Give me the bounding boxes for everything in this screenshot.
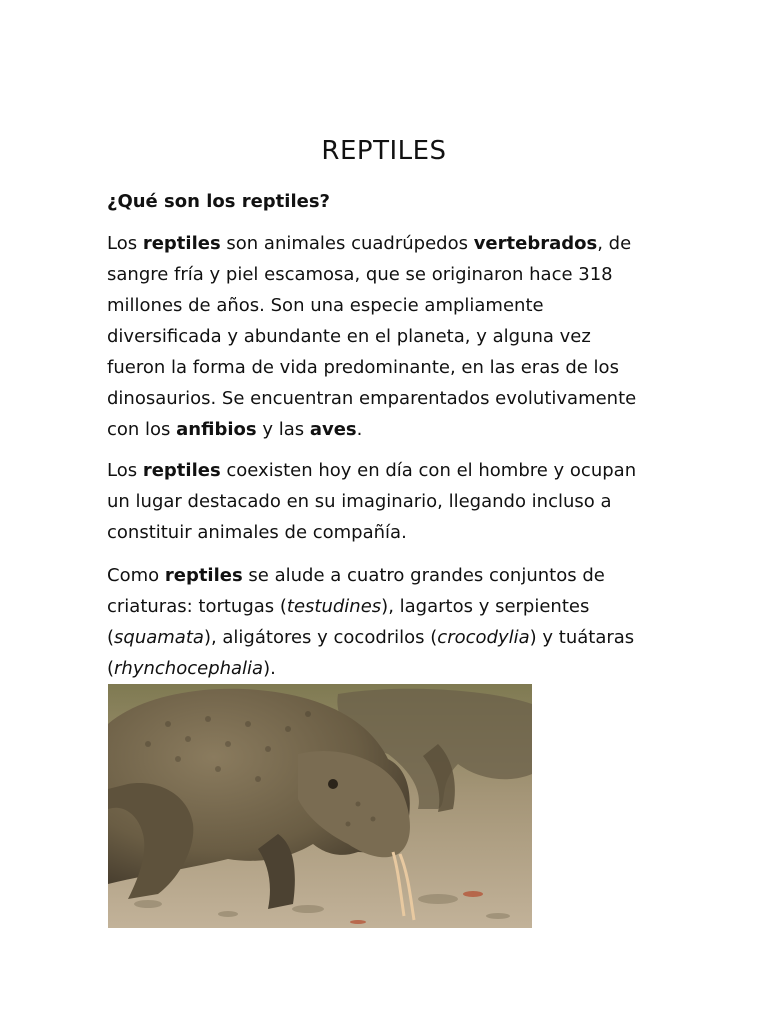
paragraph-1 [107,228,667,445]
paragraph-line: diversificada y abundante en el planeta, y alguna vez [107,326,591,347]
paragraph-line: constituir animales de compañía. [107,522,407,543]
bold-term: reptiles [164,565,243,586]
text-run: con los [107,419,177,440]
text-run: . [356,419,363,440]
text-run: ( [107,658,115,679]
paragraph-line [107,560,667,591]
paragraph-line [107,414,667,445]
text-run: Los [107,460,143,481]
paragraph-2 [107,455,667,548]
page-title: REPTILES [321,136,447,166]
komodo-dragon-illustration [108,684,532,928]
text-run: son animales cuadrúpedos [220,233,474,254]
italic-term: crocodylia [437,627,530,648]
bold-term: reptiles [142,233,221,254]
paragraph-line [107,591,667,622]
paragraph-line: un lugar destacado en su imaginario, llegando incluso a [107,491,612,512]
text-run: Los [107,233,143,254]
text-run: Como [107,565,165,586]
text-run: se alude a cuatro grandes conjuntos de [242,565,605,586]
paragraph-3 [107,560,667,684]
text-run: ) y tuátaras [529,627,635,648]
bold-term: anfibios [176,419,257,440]
text-run: criaturas: tortugas ( [107,596,287,617]
paragraph-line [107,653,667,684]
paragraph-line [107,622,667,653]
text-run: ), lagartos y serpientes [381,596,590,617]
text-run: , de [597,233,632,254]
italic-term: squamata [114,627,204,648]
text-run: coexisten hoy en día con el hombre y ocupan [220,460,637,481]
komodo-dragon-photo [108,684,532,928]
paragraph-line: dinosaurios. Se encuentran emparentados evolutivamente [107,388,637,409]
text-run: y las [256,419,310,440]
text-run: ), aligátores y cocodrilos ( [203,627,438,648]
text-run: ). [263,658,276,679]
paragraph-line: fueron la forma de vida predominante, en las eras de los [107,357,619,378]
text-run: ( [107,627,115,648]
section-heading: ¿Qué son los reptiles? [107,191,330,212]
paragraph-line: sangre fría y piel escamosa, que se originaron hace 318 [107,264,613,285]
bold-term: reptiles [142,460,221,481]
paragraph-line [107,228,667,259]
bold-term: aves [309,419,357,440]
paragraph-line [107,455,667,486]
bold-term: vertebrados [473,233,598,254]
paragraph-line: millones de años. Son una especie ampliamente [107,295,544,316]
italic-term: rhynchocephalia [114,658,264,679]
italic-term: testudines [286,596,382,617]
